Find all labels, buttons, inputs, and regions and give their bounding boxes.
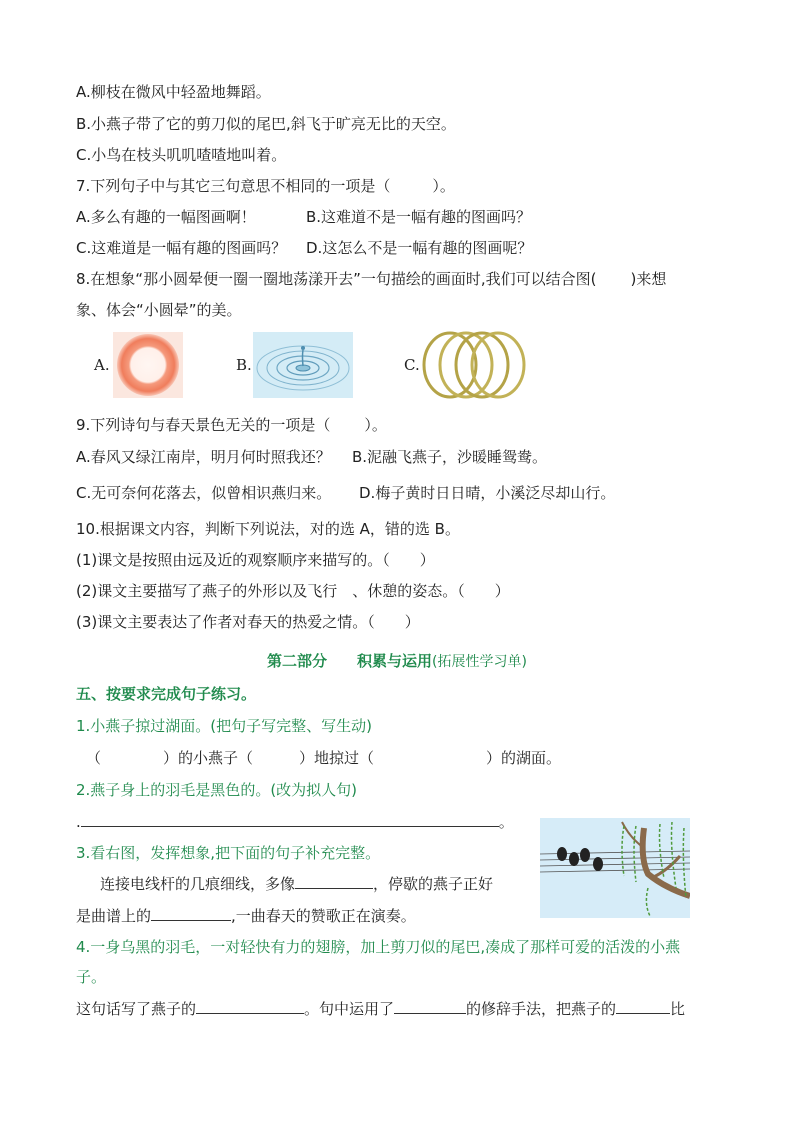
- part2-subtitle: (拓展性学习单): [432, 654, 527, 670]
- s5-q3-l2b: ,一曲春天的赞歌正在演奏。: [231, 907, 416, 925]
- q10-s1-close: ）: [419, 551, 435, 569]
- s5-q4-line1: 4.一身乌黑的羽毛，一对轻快有力的翅膀，加上剪刀似的尾巴,凑成了那样可爱的活泼的小燕: [76, 938, 681, 956]
- s5-q1-text2: ）的小燕子（: [163, 749, 254, 767]
- s5-q1-text3: ）地掠过（: [299, 749, 375, 767]
- q6-option-a: A.柳枝在微风中轻盈地舞蹈。: [76, 83, 271, 101]
- q8-stem: [76, 269, 666, 289]
- s5-q3-blank2[interactable]: [151, 906, 231, 921]
- s5-q3-l1a: 连接电线杆的几痕细线，多像: [100, 875, 296, 893]
- q10-statement-1: [76, 550, 435, 570]
- q6-option-c: C.小鸟在枝头叽叽喳喳地叫着。: [76, 146, 287, 164]
- water-ripple-image: [253, 332, 353, 398]
- q8-label-c: C.: [404, 356, 420, 374]
- s5-q3-line2: [76, 906, 416, 926]
- q9-stem-text: 9.下列诗句与春天景色无关的一项是（: [76, 416, 331, 434]
- q8-stem-line2: 象、体会“小圆晕”的美。: [76, 301, 242, 319]
- q9-option-a: A.春风又绿江南岸，明月何时照我还？: [76, 448, 331, 466]
- s5-q2-blank[interactable]: [81, 812, 499, 827]
- s5-q3-line1: [100, 874, 493, 894]
- s5-q4-blank3[interactable]: [616, 999, 670, 1014]
- s5-q3-stem: 3.看右图，发挥想象,把下面的句子补充完整。: [76, 844, 381, 862]
- q8-stem-close: )来想: [630, 270, 667, 288]
- s5-q4-l3b: 。句中运用了: [304, 1000, 395, 1018]
- q6-option-b: B.小燕子带了它的剪刀似的尾巴,斜飞于旷亮无比的天空。: [76, 115, 456, 133]
- swallows-on-wire-image: [540, 818, 690, 918]
- gold-rings-image: [420, 330, 530, 400]
- q10-s2-text: (2)课文主要描写了燕子的外形以及飞行 、休憩的姿态。（: [76, 582, 465, 600]
- s5-q4-blank2[interactable]: [394, 999, 466, 1014]
- q10-stem: 10.根据课文内容，判断下列说法，对的选 A，错的选 B。: [76, 520, 460, 538]
- s5-q4-line3: [76, 999, 685, 1019]
- q9-option-b: B.泥融飞燕子，沙暖睡鸳鸯。: [352, 448, 548, 466]
- q7-option-d: D.这怎么不是一幅有趣的图画呢？: [306, 239, 533, 257]
- q8-label-a: A.: [94, 356, 110, 374]
- s5-q1-paren1: （: [86, 749, 102, 767]
- s5-q1-text4: ）的湖面。: [486, 749, 562, 767]
- s5-q1-fill-line: [86, 748, 561, 768]
- q10-s2-close: ）: [494, 582, 510, 600]
- orange-ring-image: [113, 332, 183, 398]
- q7-stem-text: 7.下列句子中与其它三句意思不相同的一项是（: [76, 177, 391, 195]
- s5-q3-l1b: ，停歇的燕子正好: [373, 875, 494, 893]
- q8-stem-text: 8.在想象“那小圆晕便一圈一圈地荡漾开去”一句描绘的画面时,我们可以结合图(: [76, 270, 597, 288]
- section5-heading: 五、按要求完成句子练习。: [76, 685, 257, 703]
- s5-q4-l3d: 比: [670, 1000, 686, 1018]
- q7-stem-close: ）。: [432, 177, 455, 195]
- s5-q3-l2a: 是曲谱上的: [76, 907, 152, 925]
- s5-q2-answer-line: . 。: [76, 813, 514, 831]
- s5-q4-l3a: 这句话写了燕子的: [76, 1000, 197, 1018]
- q10-s3-close: ）: [404, 613, 420, 631]
- q7-option-a: A.多么有趣的一幅图画啊！: [76, 208, 256, 226]
- q10-s1-text: (1)课文是按照由远及近的观察顺序来描写的。（: [76, 551, 390, 569]
- s5-q2-end: 。: [498, 813, 514, 831]
- s5-q4-line2: 子。: [76, 968, 107, 986]
- s5-q1-stem: 1.小燕子掠过湖面。(把句子写完整、写生动): [76, 717, 373, 735]
- q9-stem-close: ）。: [364, 416, 387, 434]
- q10-statement-2: [76, 581, 510, 601]
- q7-option-b: B.这难道不是一幅有趣的图画吗？: [306, 208, 532, 226]
- q8-label-b: B.: [236, 356, 252, 374]
- q10-statement-3: [76, 612, 420, 632]
- q7-option-c: C.这难道是一幅有趣的图画吗？: [76, 239, 287, 257]
- part2-title: 第二部分 积累与运用: [267, 652, 433, 670]
- q9-option-d: D.梅子黄时日日晴，小溪泛尽却山行。: [359, 484, 616, 502]
- s5-q3-blank1[interactable]: [295, 874, 373, 889]
- q9-stem: [76, 415, 387, 435]
- q10-s3-text: (3)课文主要表达了作者对春天的热爱之情。（: [76, 613, 375, 631]
- q9-option-c: C.无可奈何花落去，似曾相识燕归来。: [76, 484, 332, 502]
- part2-heading: [0, 650, 794, 671]
- s5-q4-blank1[interactable]: [196, 999, 304, 1014]
- q7-stem: [76, 176, 455, 196]
- s5-q2-stem: 2.燕子身上的羽毛是黑色的。(改为拟人句): [76, 781, 358, 799]
- s5-q4-l3c: 的修辞手法，把燕子的: [466, 1000, 617, 1018]
